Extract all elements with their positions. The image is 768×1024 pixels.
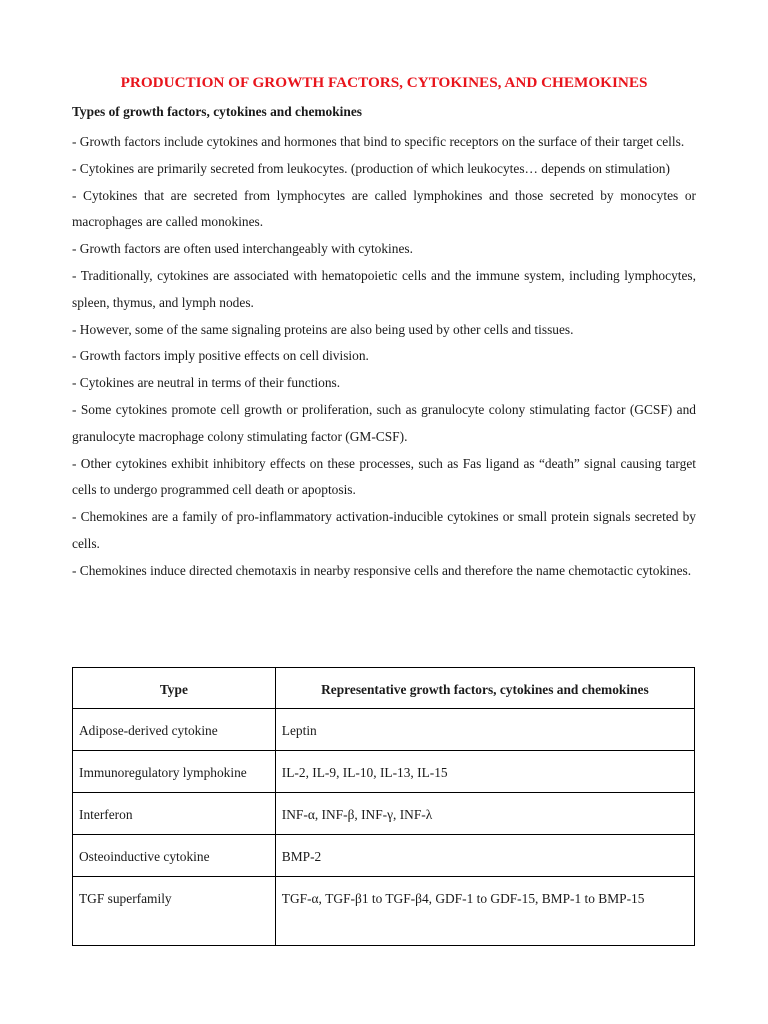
table-cell-examples: Leptin: [275, 709, 694, 751]
paragraph: - Other cytokines exhibit inhibitory effects on these processes, such as Fas ligand as “death” signal causing target cells to undergo programmed cell death or apoptosis.: [72, 455, 696, 498]
table-cell-type: TGF superfamily: [73, 877, 276, 946]
column-header-type: Type: [73, 668, 276, 709]
section-heading: Types of growth factors, cytokines and chemokines: [72, 104, 363, 119]
table-cell-type: Osteoinductive cytokine: [73, 835, 276, 877]
table-cell-examples: IL-2, IL-9, IL-10, IL-13, IL-15: [275, 751, 694, 793]
paragraph: - Growth factors are often used interchangeably with cytokines.: [72, 241, 413, 257]
table-cell-type: Immunoregulatory lymphokine: [73, 751, 276, 793]
paragraph: - Cytokines are neutral in terms of their functions.: [72, 375, 341, 391]
table-cell-type: Interferon: [73, 793, 276, 835]
table-cell-examples: INF-α, INF-β, INF-γ, INF-λ: [275, 793, 694, 835]
paragraph: - Growth factors include cytokines and hormones that bind to specific receptors on the surface of their target cells.: [72, 134, 685, 149]
document-title: PRODUCTION OF GROWTH FACTORS, CYTOKINES, AND CHEMOKINES: [120, 74, 648, 91]
table-cell-examples: TGF-α, TGF-β1 to TGF-β4, GDF-1 to GDF-15, BMP-1 to BMP-15: [275, 877, 694, 946]
paragraph: - However, some of the same signaling proteins are also being used by other cells and tissues.: [72, 321, 574, 337]
table-cell-examples: BMP-2: [275, 835, 694, 877]
paragraph: - Chemokines induce directed chemotaxis in nearby responsive cells and therefore the name chemotactic cytokines.: [72, 562, 692, 578]
table-row: [73, 793, 695, 835]
paragraph: - Chemokines are a family of pro-inflammatory activation-inducible cytokines or small protein signals secreted by cells.: [72, 509, 696, 551]
table-header-row: [73, 668, 695, 709]
paragraph: - Growth factors imply positive effects on cell division.: [72, 348, 369, 364]
paragraph: - Traditionally, cytokines are associated with hematopoietic cells and the immune system, including lymphocytes, spleen, thymus, and lymph nodes.: [72, 267, 696, 310]
table-row: [73, 709, 695, 751]
paragraph: - Cytokines that are secreted from lymphocytes are called lymphokines and those secreted by monocytes or macrophages are called monokines.: [72, 187, 696, 230]
table-row: [73, 877, 695, 946]
table-row: [73, 835, 695, 877]
cytokine-table: [72, 667, 695, 946]
paragraph: - Some cytokines promote cell growth or proliferation, such as granulocyte colony stimulating factor (GCSF) and granulocyte macrophage colony stimulating factor (GM-CSF).: [72, 401, 696, 444]
table-row: [73, 751, 695, 793]
table-cell-type: Adipose-derived cytokine: [73, 709, 276, 751]
column-header-representatives: Representative growth factors, cytokines and chemokines: [275, 668, 694, 709]
body-text: [72, 129, 696, 585]
paragraph: - Cytokines are primarily secreted from leukocytes. (production of which leukocytes… depends on stimulation): [72, 160, 670, 176]
